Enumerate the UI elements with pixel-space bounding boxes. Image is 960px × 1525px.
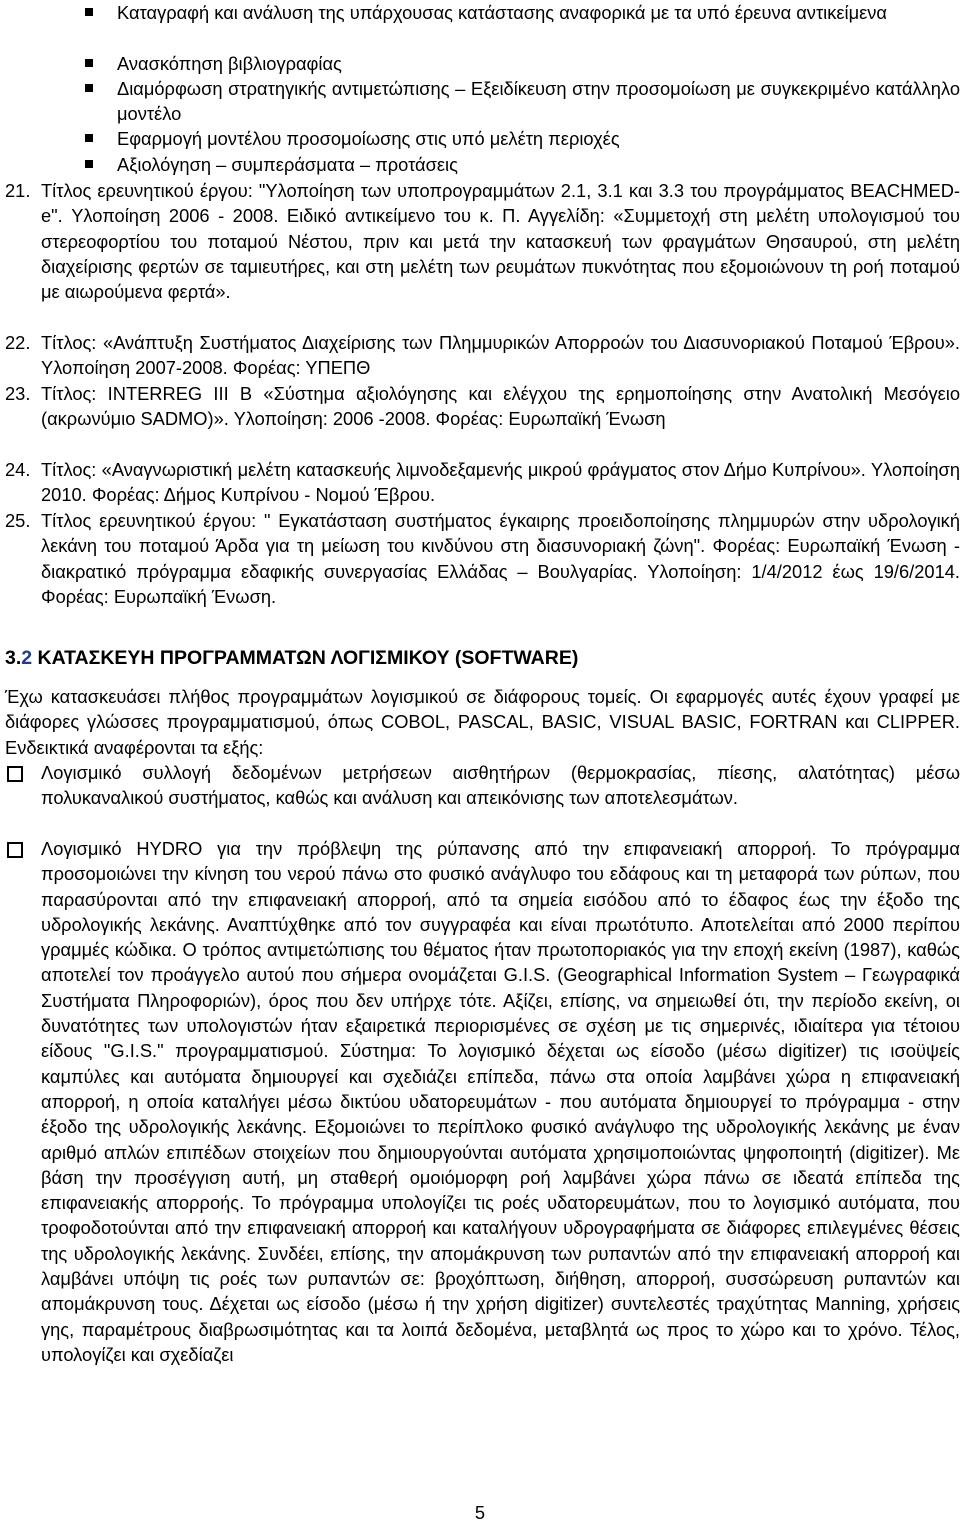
square-bullet-icon <box>80 0 100 26</box>
item-text-21: Τίτλος ερευνητικού έργου: "Υλοποίηση των υποπρογραμμάτων 2.1, 3.1 και 3.3 του προγράμματος BEACHMED-e". Υλοποίηση 2006 - 2008. Ειδικό αντικείμενο του κ. Π. Αγγελίδη: «Συμμετοχή στη μελέτη υπολογισμού του στερεοφορτίου του ποταμού Νέστου, πριν και μετά την κατασκευή των φραγμάτων Θησαυρού, στη μελέτη διαχείρισης φερτών σε ταμιευτήρες, και στη μελέτη των ρευμάτων πυκνότητας που εξομοιώνουν τη ροή ποταμού με αιωρούμενα φερτά». <box>41 180 960 303</box>
software-item-1: Λογισμικό συλλογή δεδομένων μετρήσεων αισθητήρων (θερμοκρασίας, πίεσης, αλατότητας) μέσω πολυκαναλικού συστήματος, καθώς και ανάλυση και απεικόνισης των αποτελεσμάτων. <box>41 762 960 809</box>
item-text-25: Τίτλος ερευνητικού έργου: " Εγκατάσταση συστήματος έγκαιρης προειδοποίησης πλημμυρών στην υδρολογική λεκάνη του ποταμού Άρδα για τη μείωση του κινδύνου στη διασυνοριακή ζώνη". Φορέας: Ευρωπαϊκή Ένωση - διακρατικό πρόγραμμα εδαφικής συνεργασίας Ελλάδας – Βουλγαρίας. Υλοποίηση: 1/4/2012 έως 19/6/2014. Φορέας: Ευρωπαϊκή Ένωση. <box>41 510 960 607</box>
intro-paragraph: Έχω κατασκευάσει πλήθος προγραμμάτων λογισμικού σε διάφορους τομείς. Οι εφαρμογές αυτές έχουν γραφεί με διάφορες γλώσσες προγραμματισμού, όπως COBOL, PASCAL, BASIC, VISUAL BASIC, FORTRAN και CLIPPER. Ενδεικτικά αναφέρονται τα εξής: <box>5 686 960 758</box>
item-number-24: 24. <box>5 459 31 480</box>
checkbox-bullet-icon <box>7 842 23 858</box>
square-bullet-icon <box>80 126 100 152</box>
section-number-b: 2 <box>21 647 33 669</box>
section-title: ΚΑΤΑΣΚΕΥΗ ΠΡΟΓΡΑΜΜΑΤΩΝ ΛΟΓΙΣΜΙΚΟΥ (SOFTWARE) <box>37 647 579 669</box>
bullet-text-5: Αξιολόγηση – συμπεράσματα – προτάσεις <box>117 154 458 175</box>
bullet-text-4: Εφαρμογή μοντέλου προσομοίωσης στις υπό μελέτη περιοχές <box>117 128 620 149</box>
checkbox-bullet-icon <box>7 766 23 782</box>
page-number: 5 <box>474 1502 486 1523</box>
square-bullet-icon <box>80 76 100 102</box>
item-text-24: Τίτλος: «Αναγνωριστική μελέτη κατασκευής λιμνοδεξαμενής μικρού φράγματος στον Δήμο Κυπρίνου». Υλοποίηση 2010. Φορέας: Δήμος Κυπρίνου - Νομού Έβρου. <box>41 459 960 506</box>
item-text-22: Τίτλος: «Ανάπτυξη Συστήματος Διαχείρισης των Πλημμυρικών Απορροών του Διασυνοριακού Ποταμού Έβρου». Υλοποίηση 2007-2008. Φορέας: ΥΠΕΠΘ <box>41 332 960 379</box>
bullet-text-3: Διαμόρφωση στρατηγικής αντιμετώπισης – Εξειδίκευση στην προσομοίωση με συγκεκριμένο κατάλληλο μοντέλο <box>117 78 960 125</box>
section-heading <box>5 646 578 671</box>
item-number-25: 25. <box>5 510 31 531</box>
item-text-23: Τίτλος: INTERREG III B «Σύστημα αξιολόγησης και ελέγχου της ερημοποίησης στην Ανατολική Μεσόγειο (ακρωνύμιο SADMO)». Υλοποίηση: 2006 -2008. Φορέας: Ευρωπαϊκή Ένωση <box>41 383 960 430</box>
item-number-21: 21. <box>5 180 31 201</box>
software-item-2: Λογισμικό HYDRO για την πρόβλεψη της ρύπανσης από την επιφανειακή απορροή. Το πρόγραμμα προσομοιώνει την κίνηση του νερού πάνω στο φυσικό ανάγλυφο του εδάφους και τη μεταφορά των ρύπων, που παρασύρονται από την επιφανειακή απορροή, από τα σημεία εισόδου από το έδαφος έως την έξοδο της υδρολογικής λεκάνης. Αναπτύχθηκε από τον συγγραφέα και είναι πρωτότυπο. Αποτελείται από 2000 περίπου γραμμές κώδικα. Ο τρόπος αντιμετώπισης του θέματος ήταν πρωτοποριακός για την εποχή εκείνη (1987), καθώς αποτελεί τον προάγγελο αυτού που σήμερα ονομάζεται G.I.S. (Geographical Information System – Γεωγραφικά Συστήματα Πληροφοριών), όρος που δεν υπήρχε τότε. Αξίζει, επίσης, να σημειωθεί ότι, την περίοδο εκείνη, οι δυνατότητες των υπολογιστών ήταν εξαιρετικά περιορισμένες σε σχέση με τις σημερινές, ιδιαίτερα για τέτοιου είδους "G.I.S." προγραμματισμού. Σύστημα: Το λογισμικό δέχεται ως είσοδο (μέσω digitizer) τις ισοϋψείς καμπύλες και αυτόματα δημιουργεί και σχεδιάζει επίπεδα, πάνω στα οποία λαμβάνει χώρα η επιφανειακή απορροή, η οποία καταλήγει μέσω δικτύου υδατορευμάτων - που αυτόματα δημιουργεί το πρόγραμμα - στην έξοδο της υδρολογικής λεκάνης. Εξομοιώνει το περίπλοκο φυσικό ανάγλυφο της υδρολογικής λεκάνης με έναν αριθμό απλών επιπέδων στοιχείων που δημιουργούνται αυτόματα χρησιμοποιώντας ψηφοποιητή (digitizer). Με βάση την προσέγγιση αυτή, μη σταθερή ομοιόμορφη ροή λαμβάνει χώρα πάνω σε ιδεατά επίπεδα της επιφανειακής απορροής. Το πρόγραμμα υπολογίζει τις ροές υδατορευμάτων, που το λογισμικό αυτόματα, που τροφοδοτούνται από την επιφανειακή απορροή και καταλήγουν υδρογραφήματα σε διάφορες επιλεγμένες θέσεις της υδρολογικής λεκάνης. Συνδέει, επίσης, την απομάκρυνση των ρυπαντών από την επιφανειακή απορροή και λαμβάνει υπόψη τις ροές των ρυπαντών σε: βροχόπτωση, διήθηση, απορροή, συσσώρευση ρυπαντών και απομάκρυνση τους. Δέχεται ως είσοδο (μέσω ή την χρήση digitizer) συντελεστές τραχύτητας Manning, χρήσεις γης, παραμέτρους διαβρωσιμότητας και τα λοιπά δεδομένα, μεταβλητά ως προς το χώρο και το χρόνο. Τέλος, υπολογίζει και σχεδίαζει <box>41 838 960 1365</box>
section-number-a: 3. <box>5 647 22 669</box>
square-bullet-icon <box>80 51 100 77</box>
square-bullet-icon <box>80 152 100 178</box>
item-number-22: 22. <box>5 332 31 353</box>
bullet-text-1: Καταγραφή και ανάλυση της υπάρχουσας κατάστασης αναφορικά με τα υπό έρευνα αντικείμενα <box>117 2 887 23</box>
item-number-23: 23. <box>5 383 31 404</box>
bullet-text-2: Ανασκόπηση βιβλιογραφίας <box>117 53 342 74</box>
